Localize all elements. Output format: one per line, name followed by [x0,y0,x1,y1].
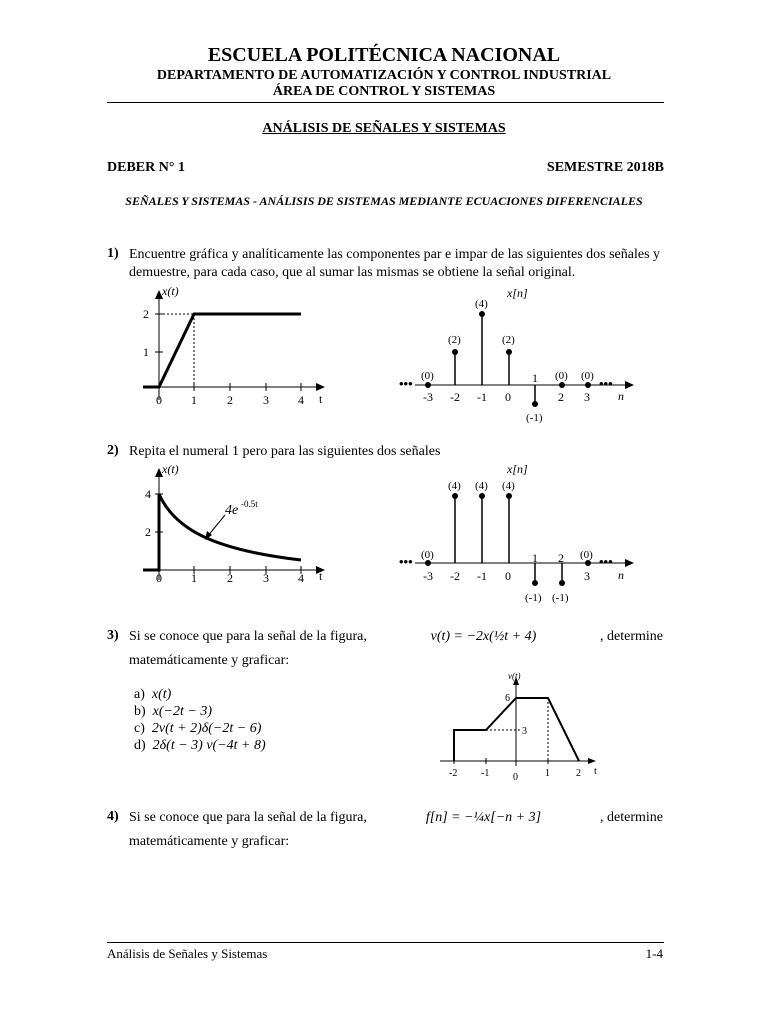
question-1-line-1: Encuentre gráfica y analíticamente las componentes par e impar de las siguientes dos señales y [129,247,661,262]
question-3-item-a: a) x(t) [134,687,172,702]
fig1b-ntick-m3: -3 [423,390,433,404]
fig2b-ntick-1: 1 [532,551,538,565]
fig3-xtick-m1: -1 [481,768,490,779]
footer-course-name: Análisis de Señales y Sistemas [107,946,268,961]
question-4-number: 4) [107,809,119,824]
figure-2b-discrete-signal [395,458,645,608]
fig1a-xtick-3: 3 [263,393,269,407]
fig2a-annotation-exp: -0.5t [241,499,258,509]
question-2-text: Repita el numeral 1 pero para las siguientes dos señales [129,444,441,459]
fig1a-signal-curve [143,314,301,387]
fig2b-ntick-m2: -2 [450,569,460,583]
fig2b-val-m1: (4) [475,480,488,492]
question-4-equation: f[n] = −¼x[−n + 3] [425,810,542,825]
fig3-xtick-1: 1 [545,768,550,779]
fig1b-val-1: (-1) [526,412,543,424]
question-4-line-2: matemáticamente y graficar: [129,834,290,849]
fig1b-val-m2: (2) [448,334,461,346]
fig1a-ytick-1: 1 [143,345,149,359]
question-3-items [134,686,266,754]
fig2b-ylabel: x[n] [507,462,528,476]
fig2a-xtick-4: 4 [298,571,304,585]
fig1a-xtick-1: 1 [191,393,197,407]
department-name: DEPARTAMENTO DE AUTOMATIZACIÓN Y CONTROL INDUSTRIAL [156,68,612,83]
question-3-number: 3) [107,628,119,643]
question-1-line-2: demuestre, para cada caso, que al sumar las mismas se obtiene la señal original. [129,265,576,280]
fig3-xtick-2: 2 [576,768,581,779]
fig2b-val-m2: (4) [448,480,461,492]
fig3-ytick-3: 3 [522,726,527,737]
fig2b-val-2: (-1) [552,592,569,604]
question-3-item-c: c) 2v(t + 2)δ(−2t − 6) [134,721,262,736]
fig2a-xtick-2: 2 [227,571,233,585]
fig3-ytick-6: 6 [505,693,510,704]
figure-3-v-signal [430,670,605,785]
fig1b-ntick-m2: -2 [450,390,460,404]
question-3-line-1 [129,628,663,646]
question-3-item-b: b) x(−2t − 3) [134,704,212,719]
question-1-text [129,246,663,282]
fig1a-ylabel: x(t) [162,284,179,298]
fig1b-ntick-2: 2 [558,390,564,404]
fig3-ylabel: v(t) [508,671,521,681]
figure-2a-exponential-signal [135,458,345,590]
fig1a-xtick-2: 2 [227,393,233,407]
fig1b-ntick-1: 1 [532,371,538,385]
fig2a-xtick-1: 1 [191,571,197,585]
course-title: ANÁLISIS DE SEÑALES Y SISTEMAS [262,121,506,136]
fig1b-ntick-0: 0 [505,390,511,404]
school-name: ESCUELA POLITÉCNICA NACIONAL [207,44,561,66]
question-3-text-a: Si se conoce que para la señal de la figura, [129,629,367,644]
fig2b-ntick-2: 2 [558,551,564,565]
question-3-line-2: matemáticamente y graficar: [129,653,290,668]
fig2a-signal-curve [143,494,301,570]
footer-rule [107,942,664,943]
fig1a-xtick-0: 0 [156,393,162,407]
fig1b-dots-left: ••• [399,376,413,391]
question-3-text-b: , determine [600,629,663,644]
fig1a-xtick-4: 4 [298,393,304,407]
fig2a-xtick-0: 0 [156,571,162,585]
footer-page-number: 1-4 [645,946,663,961]
fig2b-ntick-m3: -3 [423,569,433,583]
fig2b-val-0: (4) [502,480,515,492]
fig3-xtick-0: 0 [513,772,518,783]
fig2b-val-3: (0) [580,549,593,561]
fig1b-val-3: (0) [581,370,594,382]
fig2a-ylabel: x(t) [162,462,179,476]
fig2b-ntick-0: 0 [505,569,511,583]
question-2-number: 2) [107,443,119,458]
fig2b-val-1: (-1) [525,592,542,604]
question-3-equation: v(t) = −2x(½t + 4) [430,629,537,644]
semester-label: SEMESTRE 2018B [546,160,664,175]
fig3-xlabel: t [594,766,597,777]
fig1b-val-0: (2) [502,334,515,346]
fig1b-xlabel: n [618,389,624,403]
fig2b-dots-right: ••• [599,554,613,569]
question-4-line-1 [129,809,663,827]
question-4-text-b: , determine [600,810,663,825]
question-3-item-d: d) 2δ(t − 3) v(−4t + 8) [134,738,266,753]
fig1a-xlabel: t [319,392,323,406]
fig2a-xtick-3: 3 [263,571,269,585]
fig2b-val-m3: (0) [421,549,434,561]
fig2a-ytick-2: 2 [145,525,151,539]
fig2b-xlabel: n [618,568,624,582]
fig2b-ntick-m1: -1 [477,569,487,583]
fig1b-dots-right: ••• [599,376,613,391]
fig3-xtick-m2: -2 [449,768,458,779]
area-name: ÁREA DE CONTROL Y SISTEMAS [272,84,496,99]
fig1b-ylabel: x[n] [507,286,528,300]
fig2a-xlabel: t [319,569,323,583]
fig1b-val-m1: (4) [475,298,488,310]
figure-1b-discrete-signal [395,280,645,430]
fig1b-val-m3: (0) [421,370,434,382]
question-4-text-a: Si se conoce que para la señal de la figura, [129,810,367,825]
fig1b-val-2: (0) [555,370,568,382]
homework-subtitle: SEÑALES Y SISTEMAS - ANÁLISIS DE SISTEMAS MEDIANTE ECUACIONES DIFERENCIALES [125,194,643,208]
header-rule [107,102,664,103]
question-1-number: 1) [107,246,119,261]
fig1a-ytick-2: 2 [143,307,149,321]
homework-number: DEBER N° 1 [107,160,185,175]
fig1b-ntick-3: 3 [584,390,590,404]
fig1b-ntick-m1: -1 [477,390,487,404]
figure-1a-ramp-signal [135,280,345,410]
fig2a-ytick-4: 4 [145,487,151,501]
fig2b-ntick-3: 3 [584,569,590,583]
fig2a-annotation-base: 4e [225,503,239,518]
fig2b-dots-left: ••• [399,554,413,569]
